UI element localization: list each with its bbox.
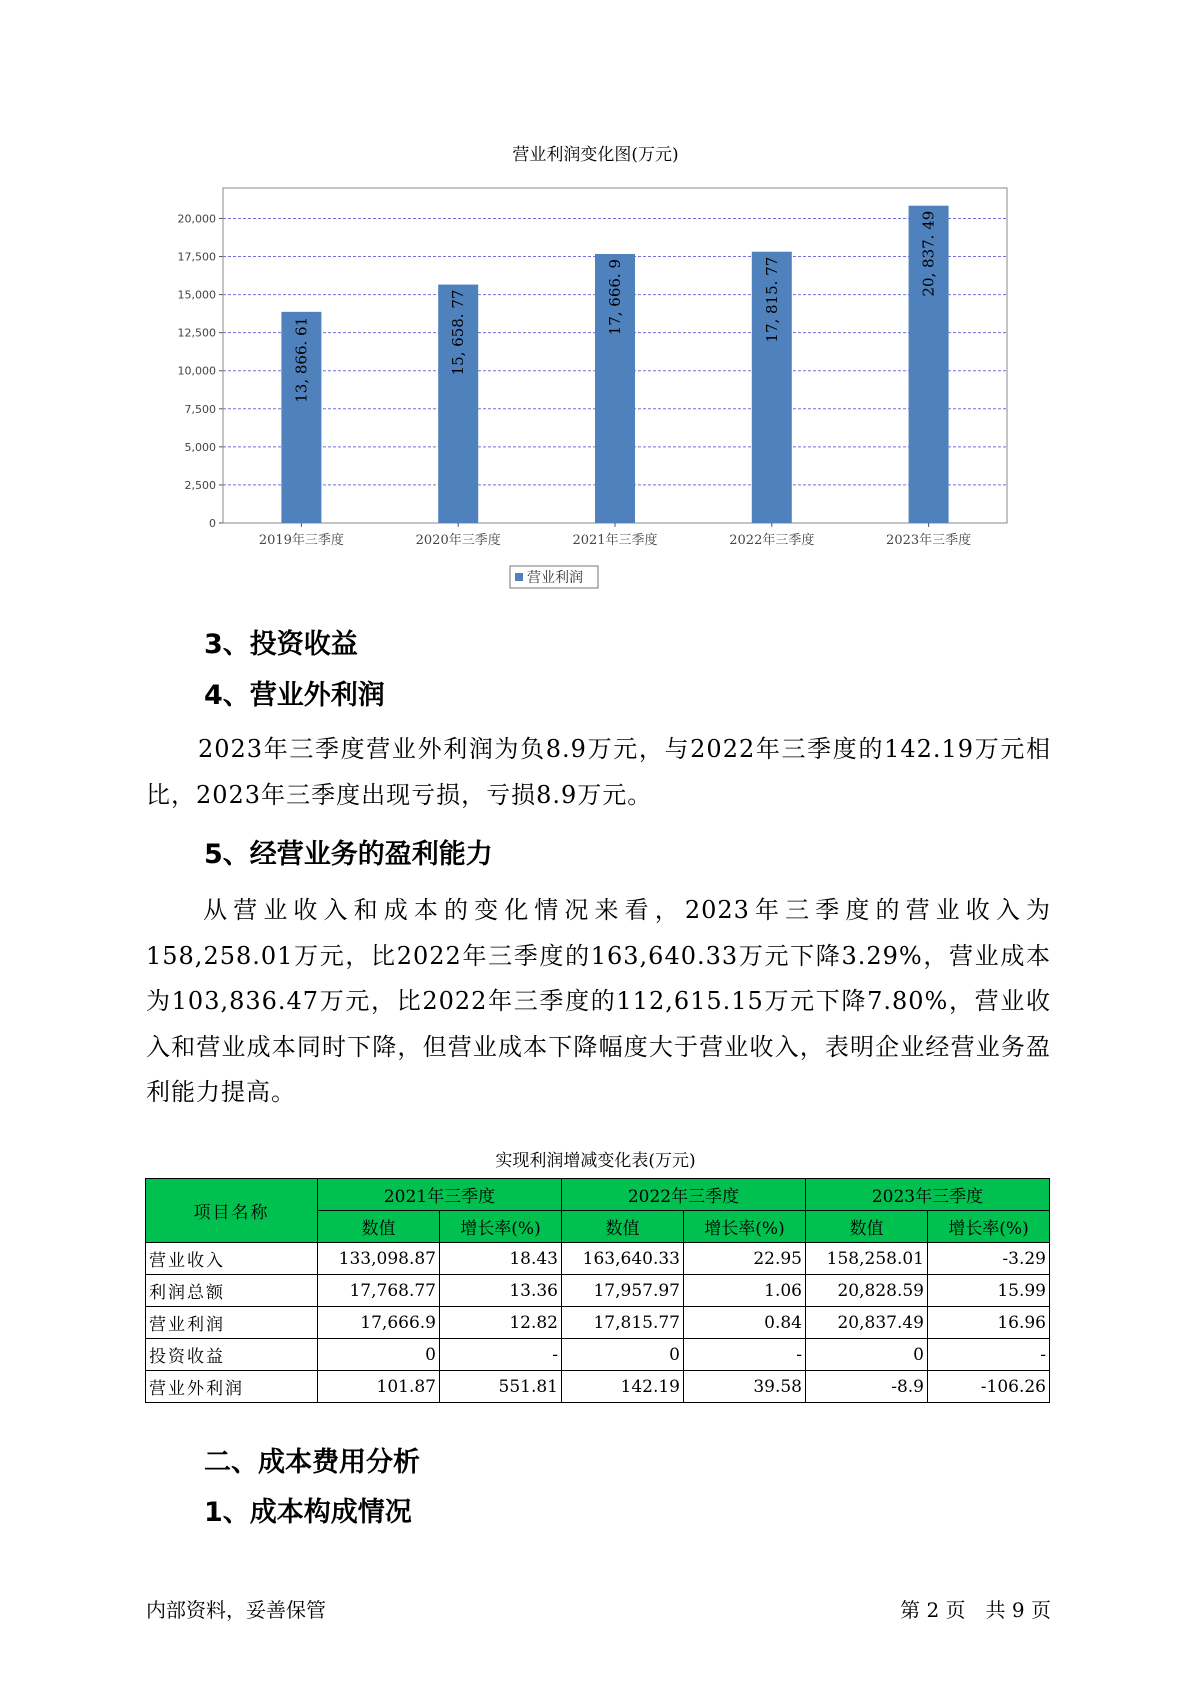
heading-non-operating-profit: 4、营业外利润 <box>204 680 385 711</box>
y-tick-label: 17,500 <box>177 250 216 264</box>
cell: 15.99 <box>928 1275 1050 1307</box>
cell: 0.84 <box>684 1307 806 1339</box>
header-year-2023: 2023年三季度 <box>806 1179 1050 1211</box>
bar-value-label: 17, 666. 9 <box>606 258 624 336</box>
header-growth: 增长率(%) <box>684 1211 806 1243</box>
heading-investment-income: 3、投资收益 <box>204 629 358 660</box>
paragraph-profitability <box>146 888 1051 1116</box>
table-title: 实现利润增减变化表(万元) <box>495 1151 696 1171</box>
y-tick-label: 15,000 <box>177 288 216 302</box>
cell: 17,666.9 <box>318 1307 440 1339</box>
cell: 133,098.87 <box>318 1243 440 1275</box>
table-header-row <box>146 1179 1050 1211</box>
cell: - <box>440 1339 562 1371</box>
chart-title: 营业利润变化图(万元) <box>512 145 679 165</box>
cell: - <box>928 1339 1050 1371</box>
y-tick-label: 10,000 <box>177 364 216 378</box>
footer-page-number: 第 2 页 共 9 页 <box>900 1598 1051 1622</box>
cell: 551.81 <box>440 1371 562 1403</box>
cell: 12.82 <box>440 1307 562 1339</box>
y-tick-label: 12,500 <box>177 326 216 340</box>
cell: 20,828.59 <box>806 1275 928 1307</box>
cell: 13.36 <box>440 1275 562 1307</box>
cell: 142.19 <box>562 1371 684 1403</box>
footer-confidential: 内部资料，妥善保管 <box>146 1598 326 1622</box>
heading-profitability: 5、经营业务的盈利能力 <box>204 839 493 870</box>
cell: 158,258.01 <box>806 1243 928 1275</box>
cell: 0 <box>562 1339 684 1371</box>
profit-change-table <box>145 1178 1050 1403</box>
table-row <box>146 1339 1050 1371</box>
header-year-2022: 2022年三季度 <box>562 1179 806 1211</box>
table-row <box>146 1307 1050 1339</box>
cell: 22.95 <box>684 1243 806 1275</box>
cell: 16.96 <box>928 1307 1050 1339</box>
row-name: 营业收入 <box>146 1243 318 1275</box>
paragraph-text: 2023年三季度营业外利润为负8.9万元，与2022年三季度的142.19万元相比，2023年三季度出现亏损，亏损8.9万元。 <box>146 735 1051 809</box>
cell: -8.9 <box>806 1371 928 1403</box>
bar-value-label: 17, 815. 77 <box>762 256 781 343</box>
cell: 101.87 <box>318 1371 440 1403</box>
bar-value-label: 20, 837. 49 <box>919 210 938 297</box>
y-tick-label: 2,500 <box>184 478 216 492</box>
cell: - <box>684 1339 806 1371</box>
heading-cost-analysis: 二、成本费用分析 <box>204 1447 420 1478</box>
paragraph-non-operating-profit <box>146 727 1051 818</box>
cell: 0 <box>318 1339 440 1371</box>
x-tick-label: 2020年三季度 <box>415 533 501 548</box>
cell: 20,837.49 <box>806 1307 928 1339</box>
cell: 39.58 <box>684 1371 806 1403</box>
row-name: 投资收益 <box>146 1339 318 1371</box>
operating-profit-bar-chart <box>150 180 1020 600</box>
x-tick-label: 2022年三季度 <box>729 533 815 548</box>
cell: 17,815.77 <box>562 1307 684 1339</box>
legend-swatch <box>515 573 523 581</box>
table-row <box>146 1275 1050 1307</box>
cell: 1.06 <box>684 1275 806 1307</box>
header-growth: 增长率(%) <box>928 1211 1050 1243</box>
row-name: 利润总额 <box>146 1275 318 1307</box>
paragraph-text: 从营业收入和成本的变化情况来看，2023年三季度的营业收入为158,258.01万元，比2022年三季度的163,640.33万元下降3.29%，营业成本为103,836.47万元，比2022年三季度的112,615.15万元下降7.80%，营业收入和营业成本同时下降，但营业成本下降幅度大于营业收入，表明企业经营业务盈利能力提高。 <box>146 896 1051 1106</box>
header-value: 数值 <box>806 1211 928 1243</box>
row-name: 营业利润 <box>146 1307 318 1339</box>
x-tick-label: 2019年三季度 <box>258 533 344 548</box>
cell: 18.43 <box>440 1243 562 1275</box>
x-tick-label: 2021年三季度 <box>572 533 658 548</box>
y-tick-label: 7,500 <box>184 402 216 416</box>
bar-value-label: 15, 658. 77 <box>449 289 468 376</box>
row-name: 营业外利润 <box>146 1371 318 1403</box>
header-year-2021: 2021年三季度 <box>318 1179 562 1211</box>
bar-value-label: 13, 866. 61 <box>292 316 311 403</box>
table-row <box>146 1243 1050 1275</box>
header-growth: 增长率(%) <box>440 1211 562 1243</box>
cell: 17,957.97 <box>562 1275 684 1307</box>
header-value: 数值 <box>562 1211 684 1243</box>
legend-label: 营业利润 <box>527 570 583 586</box>
cell: 0 <box>806 1339 928 1371</box>
y-tick-label: 20,000 <box>177 212 216 226</box>
header-item-name: 项目名称 <box>146 1179 318 1243</box>
y-tick-label: 0 <box>209 517 216 530</box>
y-tick-label: 5,000 <box>184 440 216 454</box>
cell: -3.29 <box>928 1243 1050 1275</box>
table-row <box>146 1371 1050 1403</box>
cell: -106.26 <box>928 1371 1050 1403</box>
x-tick-label: 2023年三季度 <box>886 533 972 548</box>
heading-cost-structure: 1、成本构成情况 <box>204 1497 412 1528</box>
cell: 17,768.77 <box>318 1275 440 1307</box>
cell: 163,640.33 <box>562 1243 684 1275</box>
header-value: 数值 <box>318 1211 440 1243</box>
